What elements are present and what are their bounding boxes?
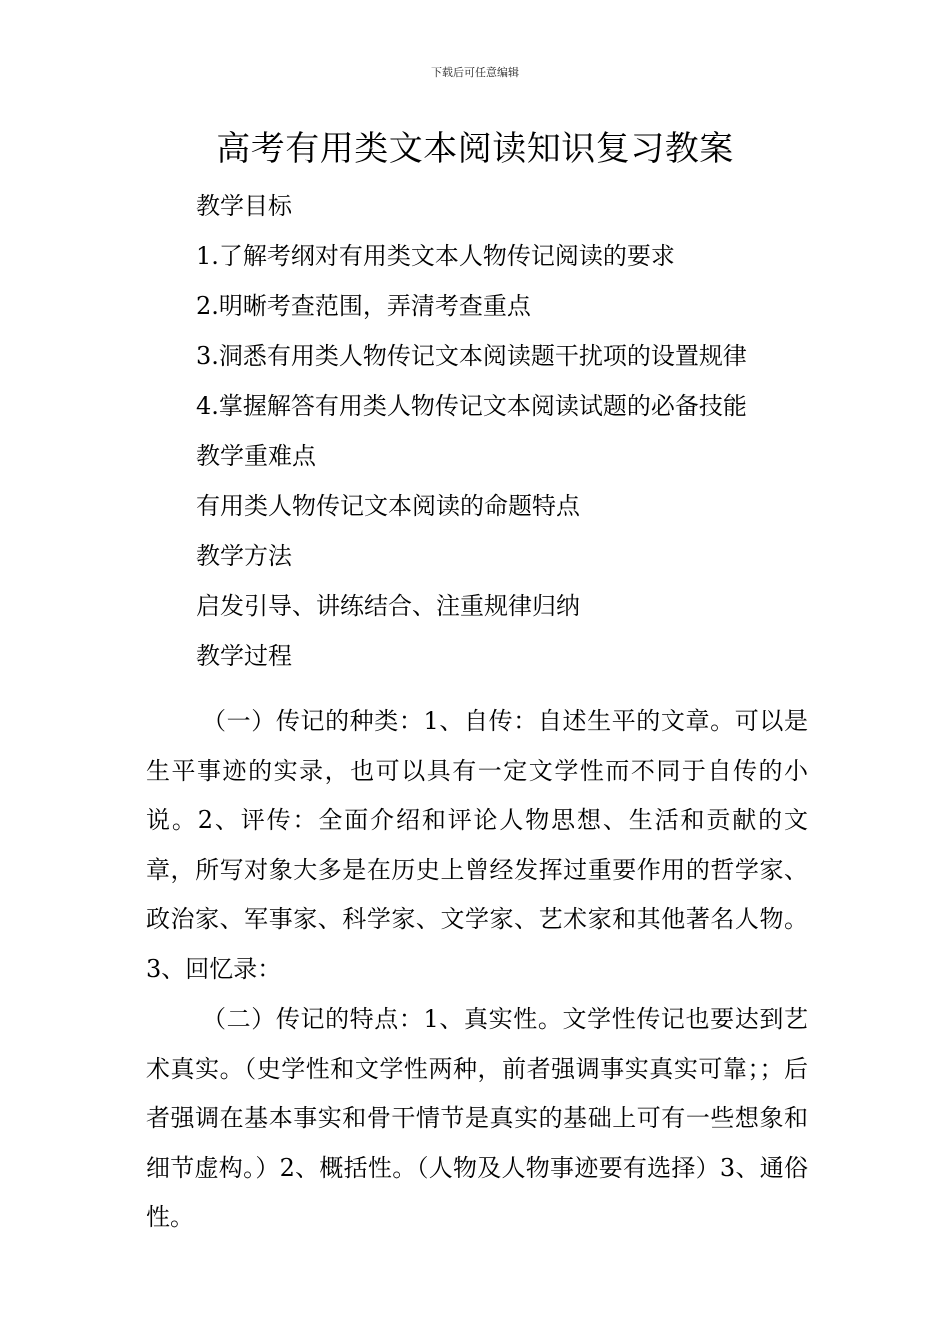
section-heading-methods: 教学方法 (196, 542, 292, 570)
objective-item: 1.了解考纲对有用类文本人物传记阅读的要求 (196, 242, 675, 270)
document-title: 高考有用类文本阅读知识复习教案 (216, 129, 734, 169)
section-heading-key-points: 教学重难点 (196, 442, 316, 470)
lesson-outline (196, 181, 816, 681)
paragraph-biography-features: （二）传记的特点：1、真实性。文学性传记也要达到艺术真实。（史学性和文学性两种，前者强调事实真实可靠；；后者强调在基本事实和骨干情节是真实的基础上可有一些想象和细节虚构。）2、概括性。（人物及人物事迹要有选择）3、通俗性。 (146, 1005, 808, 1231)
key-points-text: 有用类人物传记文本阅读的命题特点 (196, 492, 580, 520)
objective-item: 4.掌握解答有用类人物传记文本阅读试题的必备技能 (196, 392, 747, 420)
objective-item: 2.明晰考查范围，弄清考查重点 (196, 292, 531, 320)
methods-text: 启发引导、讲练结合、注重规律归纳 (196, 592, 580, 620)
header-note: 下载后可任意编辑 (431, 66, 519, 79)
section-heading-objectives: 教学目标 (196, 192, 292, 220)
section-heading-process: 教学过程 (196, 642, 292, 670)
objective-item: 3.洞悉有用类人物传记文本阅读题干扰项的设置规律 (196, 342, 747, 370)
paragraph-biography-types: （一）传记的种类：1、自传：自述生平的文章。可以是生平事迹的实录，也可以具有一定文学性而不同于自传的小说。2、评传：全面介绍和评论人物思想、生活和贡献的文章，所写对象大多是在历史上曾经发挥过重要作用的哲学家、政治家、军事家、科学家、文学家、艺术家和其他著名人物。3、回忆录： (146, 707, 808, 983)
